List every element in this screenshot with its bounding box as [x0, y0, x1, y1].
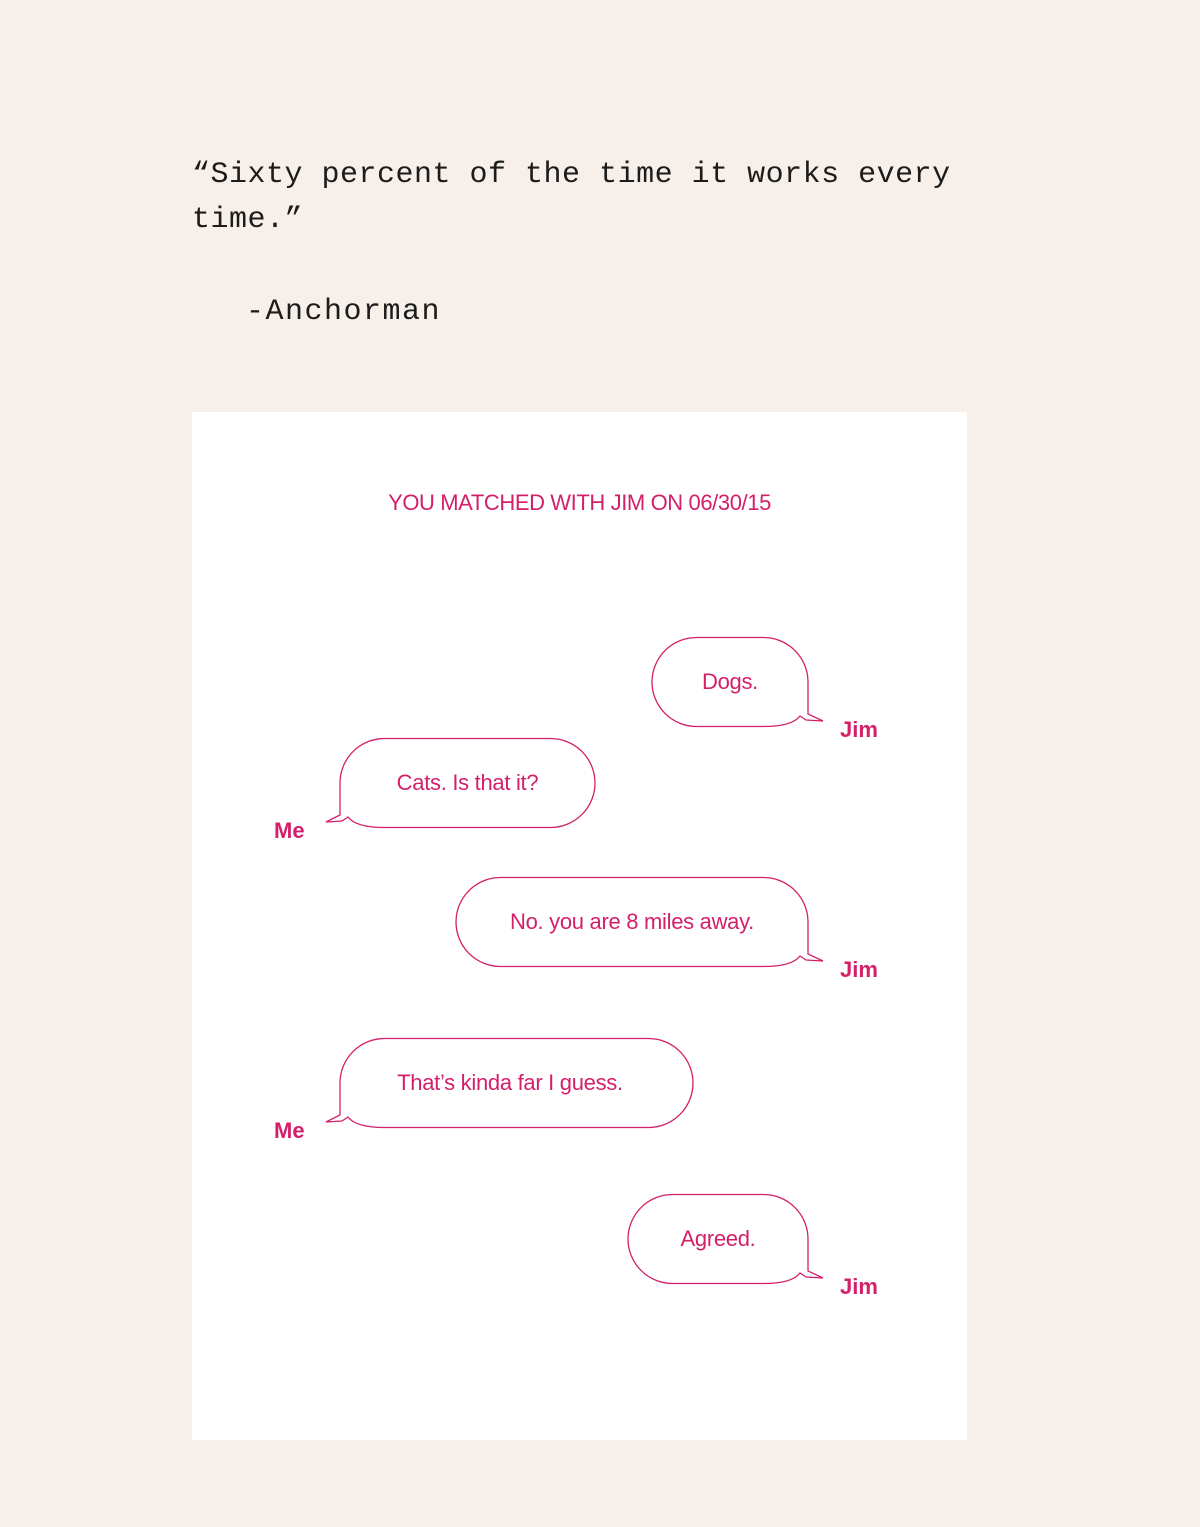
quote-attribution: -Anchorman	[246, 295, 442, 329]
sender-label: Jim	[840, 717, 878, 742]
message-me-2	[274, 1038, 704, 1143]
sender-label: Me	[274, 1118, 305, 1143]
message-text: Agreed.	[680, 1226, 756, 1251]
message-text: No. you are 8 miles away.	[510, 909, 754, 934]
sender-label: Jim	[840, 1274, 878, 1299]
message-me-1	[274, 738, 604, 843]
message-jim-3	[628, 1194, 888, 1299]
quote-text: “Sixty percent of the time it works every time.”	[192, 158, 951, 237]
message-text: That’s kinda far I guess.	[397, 1070, 623, 1095]
message-jim-2	[456, 877, 886, 982]
chat-card	[192, 412, 967, 1440]
message-jim-1	[652, 637, 882, 742]
match-header: YOU MATCHED WITH JIM ON 06/30/15	[388, 490, 771, 515]
sender-label: Me	[274, 818, 305, 843]
message-text: Dogs.	[702, 669, 758, 694]
sender-label: Jim	[840, 957, 878, 982]
message-text: Cats. Is that it?	[396, 770, 539, 795]
